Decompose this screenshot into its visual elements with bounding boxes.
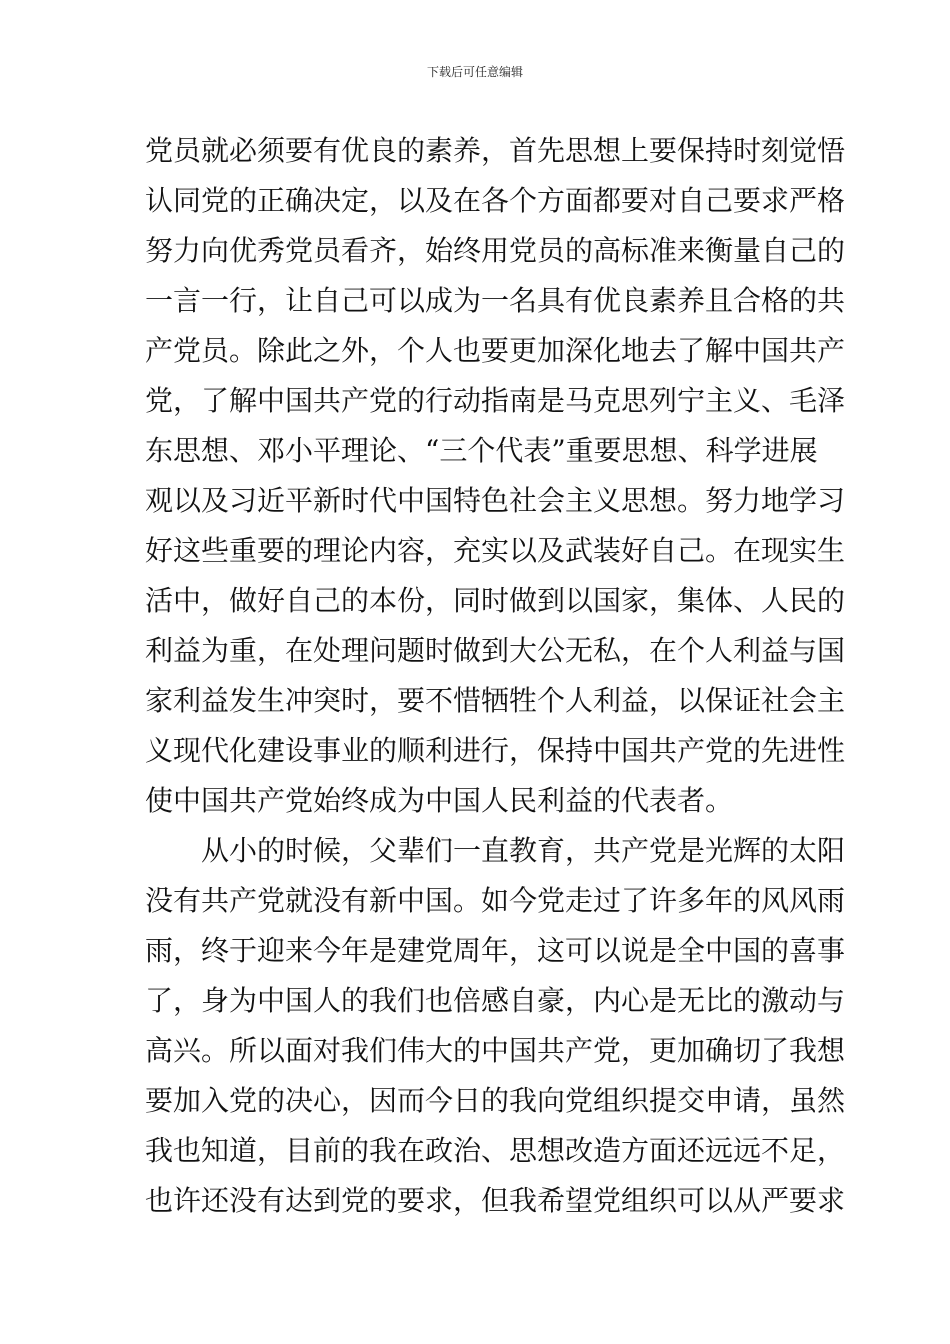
text-line: 从小的时候，父辈们一直教育，共产党是光辉的太阳 bbox=[201, 834, 846, 867]
document-body bbox=[145, 131, 846, 1231]
text-line: 党员就必须要有优良的素养，首先思想上要保持时刻觉悟 bbox=[145, 134, 846, 167]
page-header: 下载后可任意编辑 bbox=[426, 65, 523, 79]
text-line: 了，身为中国人的我们也倍感自豪，内心是无比的激动与 bbox=[145, 984, 846, 1017]
text-line: 我也知道，目前的我在政治、思想改造方面还远远不足， bbox=[145, 1134, 846, 1167]
text-line: 利益为重，在处理问题时做到大公无私，在个人利益与国 bbox=[145, 634, 846, 667]
paragraph-1 bbox=[145, 131, 846, 831]
text-line: 雨，终于迎来今年是建党周年，这可以说是全中国的喜事 bbox=[145, 934, 846, 967]
text-line: 努力向优秀党员看齐，始终用党员的高标准来衡量自己的 bbox=[145, 234, 846, 267]
text-line: 产党员。除此之外，个人也要更加深化地去了解中国共产 bbox=[145, 334, 846, 367]
paragraph-2 bbox=[145, 831, 846, 1231]
text-line: 使中国共产党始终成为中国人民利益的代表者。 bbox=[145, 784, 734, 817]
text-line: 没有共产党就没有新中国。如今党走过了许多年的风风雨 bbox=[145, 884, 846, 917]
text-line: 观以及习近平新时代中国特色社会主义思想。努力地学习 bbox=[145, 484, 846, 517]
text-line: 好这些重要的理论内容，充实以及武装好自己。在现实生 bbox=[145, 534, 846, 567]
text-line: 也许还没有达到党的要求，但我希望党组织可以从严要求 bbox=[145, 1184, 846, 1217]
text-line: 义现代化建设事业的顺利进行，保持中国共产党的先进性 bbox=[145, 734, 846, 767]
text-line: 党，了解中国共产党的行动指南是马克思列宁主义、毛泽 bbox=[145, 384, 846, 417]
text-line: 认同党的正确决定，以及在各个方面都要对自己要求严格 bbox=[145, 184, 846, 217]
text-line: 一言一行，让自己可以成为一名具有优良素养且合格的共 bbox=[145, 284, 846, 317]
text-line: 高兴。所以面对我们伟大的中国共产党，更加确切了我想 bbox=[145, 1034, 846, 1067]
text-line: 东思想、邓小平理论、“三个代表”重要思想、科学进展 bbox=[145, 434, 818, 467]
text-line: 要加入党的决心，因而今日的我向党组织提交申请，虽然 bbox=[145, 1084, 846, 1117]
text-line: 家利益发生冲突时，要不惜牺牲个人利益，以保证社会主 bbox=[145, 684, 846, 717]
text-line: 活中，做好自己的本份，同时做到以国家，集体、人民的 bbox=[145, 584, 846, 617]
